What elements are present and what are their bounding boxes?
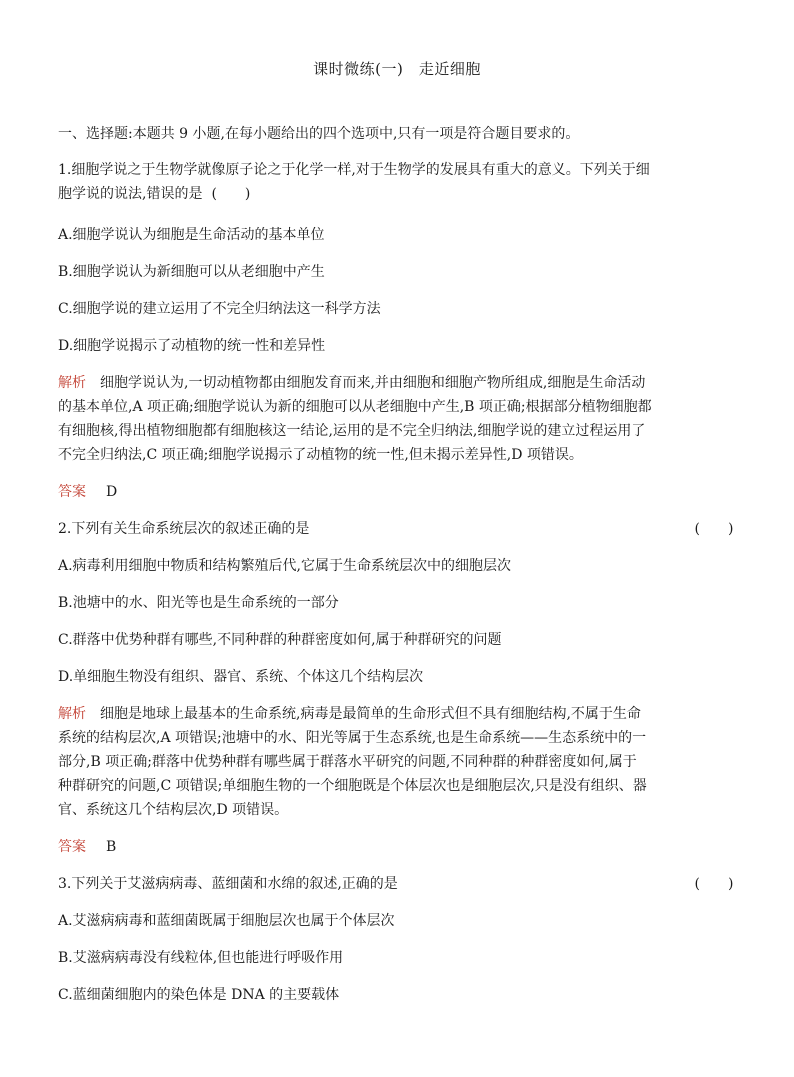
analysis-line: 部分,B 项正确;群落中优势种群有哪些属于群落水平研究的问题,不同种群的种群密度如何,属于 bbox=[58, 754, 637, 770]
question-2-analysis bbox=[58, 702, 738, 822]
analysis-label: 解析 bbox=[58, 375, 86, 391]
answer-blank: ( ) bbox=[694, 876, 734, 892]
option-b: B.艾滋病病毒没有线粒体,但也能进行呼吸作用 bbox=[58, 950, 344, 966]
answer-value: D bbox=[106, 484, 118, 500]
answer-blank: ( ) bbox=[694, 521, 734, 537]
analysis-line: 的基本单位,A 项正确;细胞学说认为新的细胞可以从老细胞中产生,B 项正确;根据部分植物细胞都 bbox=[58, 399, 652, 415]
question-3-stem bbox=[58, 872, 738, 896]
question-stem-line-with-blank bbox=[58, 182, 738, 206]
answer-label: 答案 bbox=[58, 839, 86, 855]
analysis-line: 系统的结构层次,A 项错误;池塘中的水、阳光等属于生态系统,也是生命系统——生态系统中的一 bbox=[58, 730, 647, 746]
analysis-label: 解析 bbox=[58, 706, 86, 722]
question-1-analysis bbox=[58, 371, 738, 467]
option-c: C.细胞学说的建立运用了不完全归纳法这一科学方法 bbox=[58, 301, 381, 317]
analysis-line: 官、系统这几个结构层次,D 项错误。 bbox=[58, 802, 289, 818]
analysis-line: 不完全归纳法,C 项正确;细胞学说揭示了动植物的统一性,但未揭示差异性,D 项错误。 bbox=[58, 447, 583, 463]
option-c: C.群落中优势种群有哪些,不同种群的种群密度如何,属于种群研究的问题 bbox=[58, 632, 502, 648]
analysis-text: 细胞学说认为,一切动植物都由细胞发育而来,并由细胞和细胞产物所组成,细胞是生命活动 bbox=[100, 375, 646, 391]
analysis-line: 种群研究的问题,C 项错误;单细胞生物的一个细胞既是个体层次也是细胞层次,只是没有组织、器 bbox=[58, 778, 647, 794]
analysis-text: 细胞是地球上最基本的生命系统,病毒是最简单的生命形式但不具有细胞结构,不属于生命 bbox=[100, 706, 641, 722]
option-b: B.细胞学说认为新细胞可以从老细胞中产生 bbox=[58, 264, 325, 280]
question-stem-line: 胞学说的说法,错误的是 bbox=[58, 186, 203, 202]
question-stem-line: 3.下列关于艾滋病病毒、蓝细菌和水绵的叙述,正确的是 bbox=[58, 876, 398, 892]
option-a: A.细胞学说认为细胞是生命活动的基本单位 bbox=[58, 227, 325, 243]
analysis-line: 有细胞核,得出植物细胞都有细胞核这一结论,运用的是不完全归纳法,细胞学说的建立过程运用了 bbox=[58, 423, 646, 439]
option-a: A.艾滋病病毒和蓝细菌既属于细胞层次也属于个体层次 bbox=[58, 913, 395, 929]
analysis-line bbox=[58, 702, 738, 726]
option-d: D.细胞学说揭示了动植物的统一性和差异性 bbox=[58, 338, 326, 354]
option-d: D.单细胞生物没有组织、器官、系统、个体这几个结构层次 bbox=[58, 669, 424, 685]
option-c: C.蓝细菌细胞内的染色体是 DNA 的主要载体 bbox=[58, 987, 340, 1003]
question-stem-line: 1.细胞学说之于生物学就像原子论之于化学一样,对于生物学的发展具有重大的意义。下列关于细 bbox=[58, 162, 650, 178]
option-b: B.池塘中的水、阳光等也是生命系统的一部分 bbox=[58, 595, 339, 611]
question-2-answer bbox=[58, 835, 738, 859]
answer-value: B bbox=[106, 839, 117, 855]
page-title: 课时微练(一) 走近细胞 bbox=[313, 60, 481, 78]
answer-label: 答案 bbox=[58, 484, 86, 500]
analysis-line bbox=[58, 371, 738, 395]
answer-blank: ( ) bbox=[211, 186, 251, 202]
option-a: A.病毒利用细胞中物质和结构繁殖后代,它属于生命系统层次中的细胞层次 bbox=[58, 558, 512, 574]
section-heading: 一、选择题:本题共 9 小题,在每小题给出的四个选项中,只有一项是符合题目要求的。 bbox=[58, 126, 580, 142]
question-2-stem bbox=[58, 517, 738, 541]
question-1-stem bbox=[58, 158, 738, 206]
question-stem-line: 2.下列有关生命系统层次的叙述正确的是 bbox=[58, 521, 310, 537]
question-1-answer bbox=[58, 480, 738, 504]
